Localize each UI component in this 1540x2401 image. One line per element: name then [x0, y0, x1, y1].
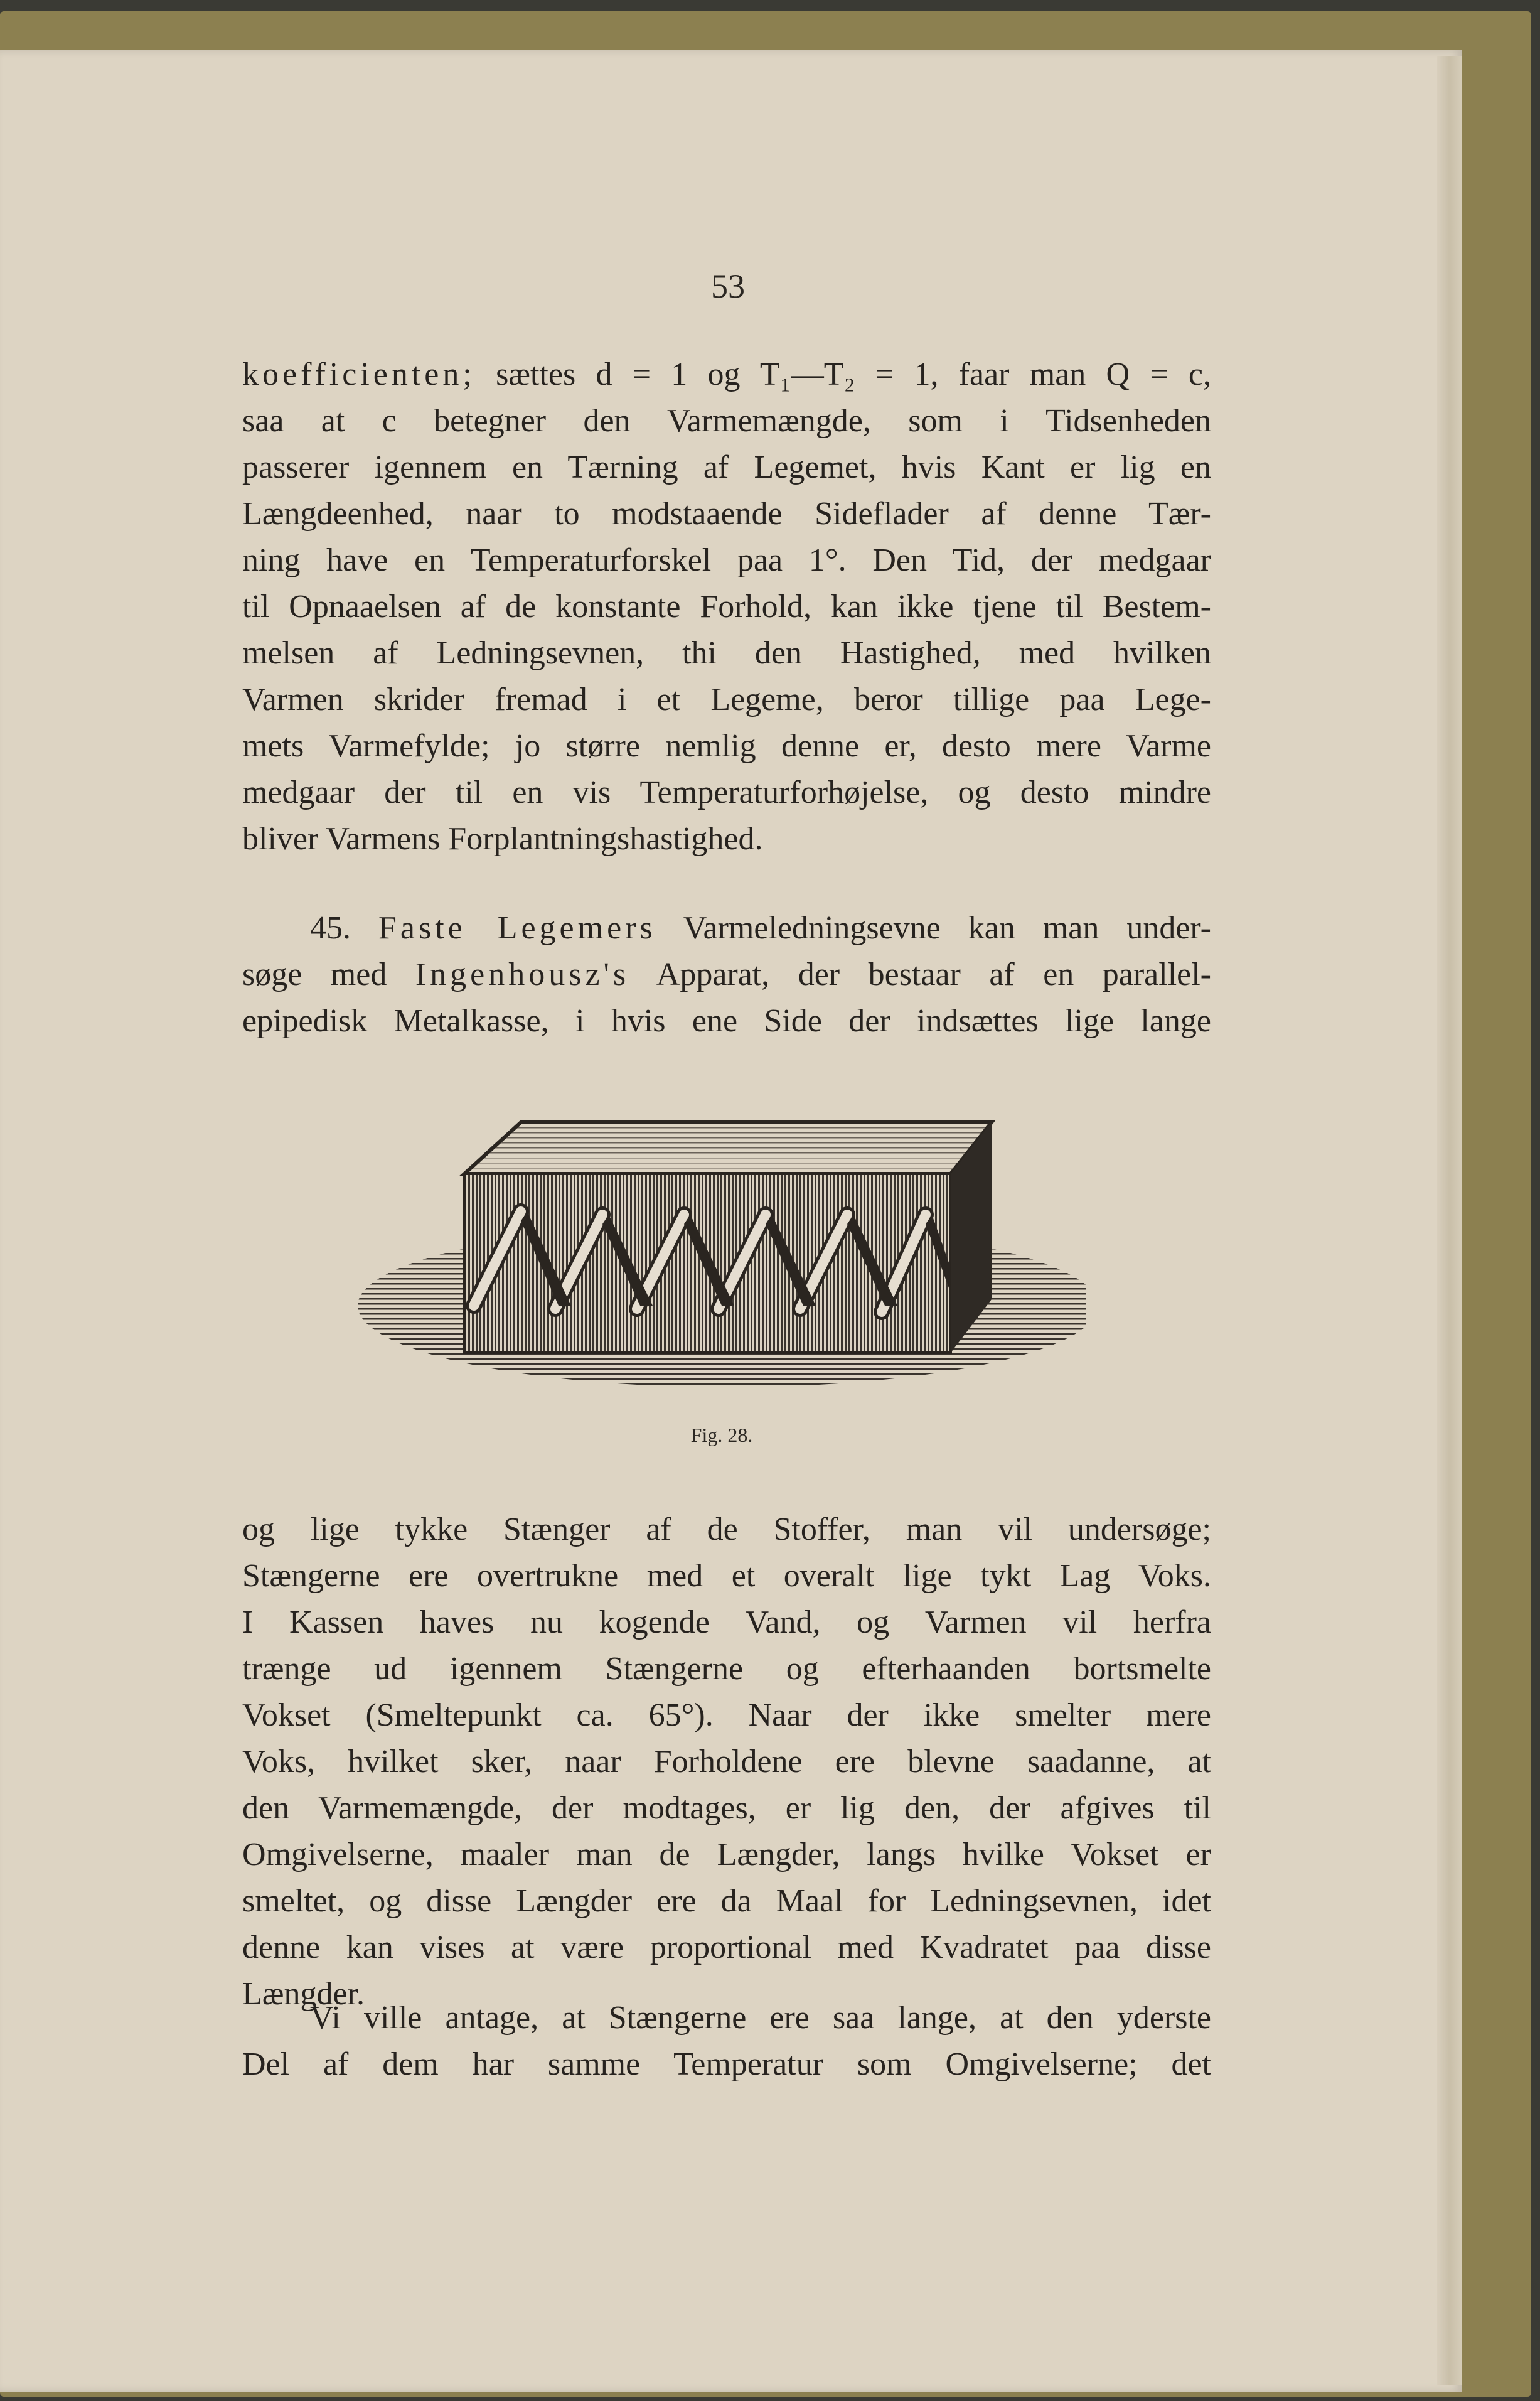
text-line: I Kassen haves nu kogende Vand, og Varmen vil herfra	[242, 1604, 1211, 1640]
figure-illustration-box-with-rods	[351, 1117, 1086, 1400]
text-line: Stængerne ere overtrukne med et overalt lige tykt Lag Voks.	[242, 1558, 1211, 1594]
page-edges	[1437, 56, 1462, 2385]
spaced-name: Ingenhousz's	[415, 957, 630, 992]
text-line: passerer igennem en Tærning af Legemet, hvis Kant er lig en	[242, 449, 1211, 485]
text-line: smeltet, og disse Længder ere da Maal for Ledningsevnen, idet	[242, 1883, 1211, 1919]
text-line: til Opnaaelsen af de konstante Forhold, kan ikke tjene til Bestem-	[242, 589, 1211, 625]
text-line: Vi ville antage, at Stængerne ere saa lange, at den yderste	[310, 2000, 1211, 2036]
text-line: Del af dem har samme Temperatur som Omgivelserne; det	[242, 2046, 1211, 2082]
text-line: Varmen skrider fremad i et Legeme, beror tillige paa Lege-	[242, 682, 1211, 717]
text-line: denne kan vises at være proportional med Kvadratet paa disse	[242, 1930, 1211, 1965]
paragraph-4	[242, 1995, 1211, 2088]
text-line: ning have en Temperaturforskel paa 1°. Den Tid, der medgaar	[242, 542, 1211, 578]
text-line: mets Varmefylde; jo større nemlig denne er, desto mere Varme	[242, 728, 1211, 764]
paragraph-3	[242, 1507, 1211, 2017]
text-line: Længdeenhed, naar to modstaaende Sideflader af denne Tær-	[242, 496, 1211, 532]
text-line: Længder.	[242, 1976, 365, 2012]
text-line: bliver Varmens Forplantningshastighed.	[242, 821, 763, 857]
text-span: søge med	[242, 957, 387, 992]
page-number: 53	[711, 267, 745, 305]
section-number: 45.	[310, 910, 351, 946]
text-line	[242, 352, 1211, 398]
text-span: sættes d = 1 og T₁—T₂ = 1, faar man Q = c,	[475, 357, 1211, 392]
text-span: Apparat, der bestaar af en parallel-	[656, 957, 1211, 992]
text-line: epipedisk Metalkasse, i hvis ene Side der indsættes lige lange	[242, 1003, 1211, 1039]
text-line	[242, 905, 1211, 952]
section-heading: Faste Legemers	[378, 910, 656, 946]
text-line: medgaar der til en vis Temperaturforhøjelse, og desto mindre	[242, 775, 1211, 810]
spaced-word: koefficienten;	[242, 357, 476, 392]
box-top-interior	[464, 1122, 992, 1174]
paragraph-2	[242, 905, 1211, 1045]
text-line: trænge ud igennem Stængerne og efterhaanden bortsmelte	[242, 1651, 1211, 1687]
figure-caption: Fig. 28.	[690, 1424, 753, 1446]
text-line: Voks, hvilket sker, naar Forholdene ere blevne saadanne, at	[242, 1744, 1211, 1780]
text-line	[242, 952, 1211, 998]
text-line: saa at c betegner den Varmemængde, som i Tidsenheden	[242, 403, 1211, 439]
text-line: Omgivelserne, maaler man de Længder, langs hvilke Vokset er	[242, 1837, 1211, 1872]
paragraph-1	[242, 352, 1211, 862]
text-line: og lige tykke Stænger af de Stoffer, man vil undersøge;	[242, 1512, 1211, 1547]
text-line: melsen af Ledningsevnen, thi den Hastighed, med hvilken	[242, 635, 1211, 671]
text-line: Vokset (Smeltepunkt ca. 65°). Naar der ikke smelter mere	[242, 1697, 1211, 1733]
text-span: Varmeledningsevne kan man under-	[683, 910, 1211, 946]
text-line: den Varmemængde, der modtages, er lig den, der afgives til	[242, 1790, 1211, 1826]
